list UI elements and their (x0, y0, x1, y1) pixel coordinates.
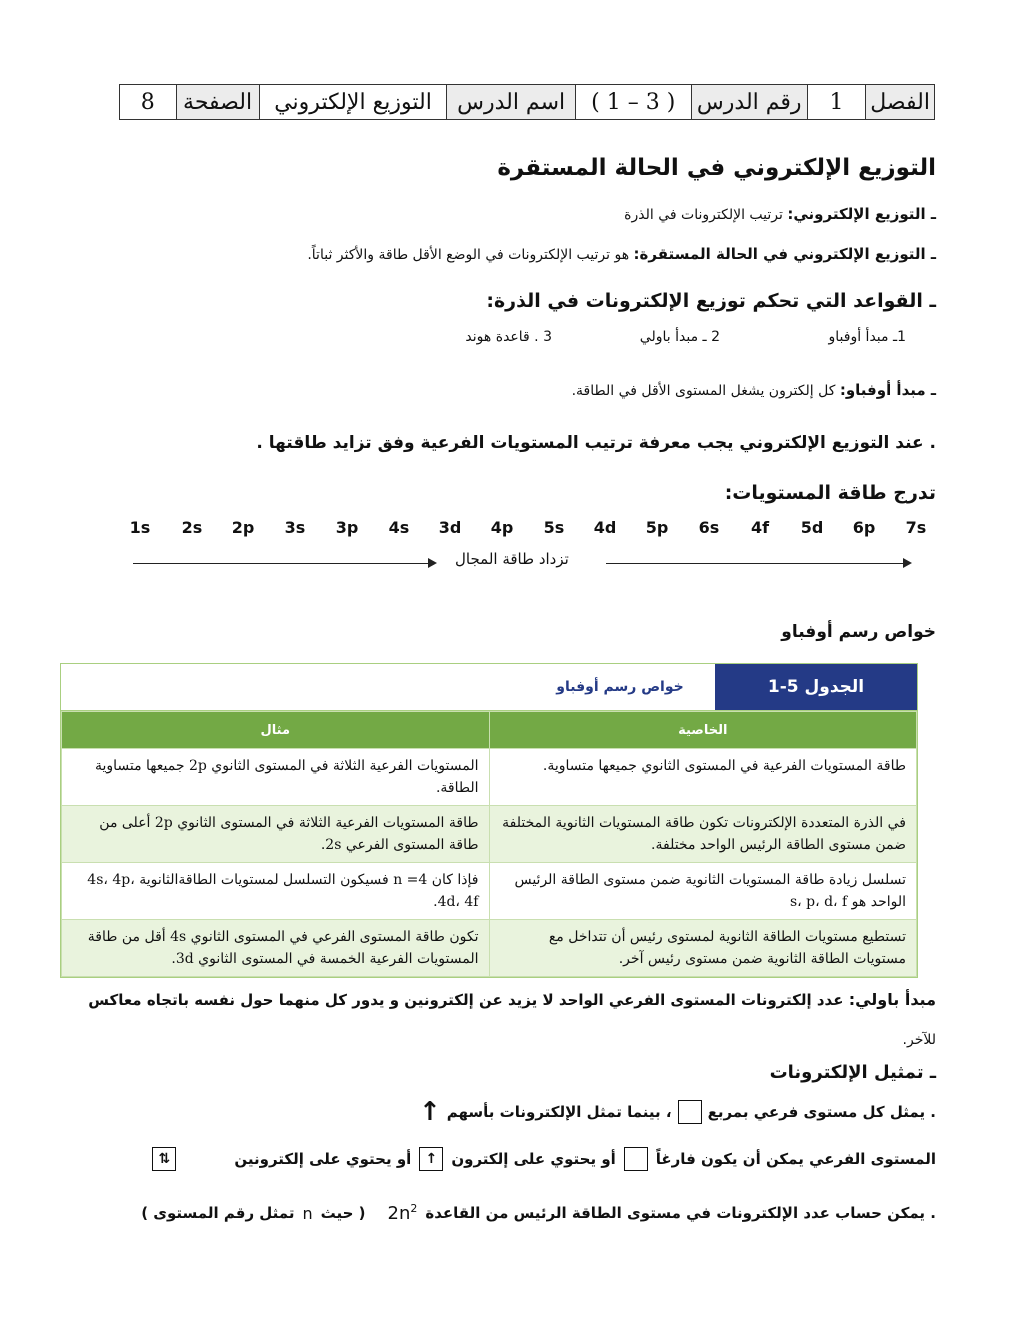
example-cell: تكون طاقة المستوى الفرعي في المستوى الثانوي 4s أقل من طاقة المستويات الفرعية الخمسة في المستوى الثانوي 3d. (62, 920, 490, 977)
lesson-number-value: ( 3 – 1 ) (575, 85, 691, 120)
repr-text: أو يحتوي على إلكترون (451, 1150, 616, 1168)
rule-hund: 3 . قاعدة هوند (465, 329, 552, 345)
aufbau-properties-heading: خواص رسم أوفباو (781, 622, 936, 642)
repr-text: أو يحتوي على إلكترونين (234, 1150, 412, 1168)
energy-level-item: 5p (645, 518, 669, 537)
energy-level-item: 5s (543, 518, 565, 537)
property-cell: طاقة المستويات الفرعية في المستوى الثانوي جميعها متساوية. (489, 749, 917, 806)
example-cell: المستويات الفرعية الثلاثة في المستوى الثانوي 2p جميعها متساوية الطاقة. (62, 749, 490, 806)
table-row (62, 806, 917, 863)
chapter-value: 1 (807, 85, 866, 120)
repr-text: المستوى الفرعي يمكن أن يكون فارغاً (655, 1150, 936, 1168)
table-row (62, 863, 917, 920)
repr-text: . يمثل كل مستوى فرعي بمربع (707, 1103, 936, 1121)
repr-text: . يمكن حساب عدد الإلكترونات في مستوى الطاقة الرئيس من القاعدة (425, 1204, 936, 1222)
energy-level-item: 3d (438, 518, 462, 537)
rules-heading: ـ القواعد التي تحكم توزيع الإلكترونات في الذرة: (486, 290, 936, 312)
energy-level-item: 3p (335, 518, 359, 537)
lesson-name-value: التوزيع الإلكتروني (259, 85, 447, 120)
aufbau-properties-table (60, 663, 918, 978)
definition-term: ـ مبدأ أوفباو: (839, 381, 936, 399)
single-electron-orbital-icon: ↑ (419, 1147, 443, 1171)
pauli-definition (88, 990, 936, 1009)
energy-level-item: 4p (490, 518, 514, 537)
repr-text: ، بينما تمثل الإلكترونات بأسهم (446, 1103, 672, 1121)
energy-level-item: 7s (905, 518, 927, 537)
representation-line-2 (152, 1147, 936, 1171)
energy-level-item: 6s (698, 518, 720, 537)
definition-electron-configuration (624, 205, 936, 223)
arrow-label: تزداد طاقة المجال (455, 550, 569, 568)
repr-text: تمثل رقم المستوى ) (141, 1204, 295, 1222)
energy-levels-sequence (124, 518, 927, 540)
energy-level-item: 2p (231, 518, 255, 537)
definition-term: مبدأ باولي: (848, 990, 936, 1009)
property-cell: في الذرة المتعددة الإلكترونات تكون طاقة المستويات الثانوية المختلفة ضمن مستوى الطاقة الرئيس الواحد مختلفة. (489, 806, 917, 863)
levels-heading: تدرج طاقة المستويات: (724, 482, 936, 504)
representation-line-3 (141, 1202, 936, 1224)
lesson-header-table (119, 84, 935, 120)
empty-orbital-icon (624, 1147, 648, 1171)
rule-pauli: 2 ـ مبدأ باولي (639, 329, 720, 345)
definition-text: ترتيب الإلكترونات في الذرة (624, 207, 788, 223)
example-cell: فإذا كان n =4 فسيكون التسلسل لمستويات الطاقةالثانوية 4s، 4p، 4d، 4f. (62, 863, 490, 920)
arrow-up-icon: ↑ (418, 1097, 441, 1127)
table-row (62, 920, 917, 977)
repr-text: ( حيث (320, 1204, 366, 1222)
energy-level-item: 4f (750, 518, 770, 537)
ordering-note: . عند التوزيع الإلكتروني يجب معرفة ترتيب المستويات الفرعية وفق تزايد طاقتها . (256, 433, 936, 453)
definition-text: كل إلكترون يشغل المستوى الأقل في الطاقة. (571, 383, 840, 399)
rule-aufbau: 1ـ مبدأ أوفباو (828, 329, 906, 345)
aufbau-definition (572, 381, 936, 399)
table-row (62, 749, 917, 806)
representation-line-1 (418, 1097, 936, 1127)
definition-text: عدد إلكترونات المستوى الفرعي الواحد لا يزيد عن إلكترونين و يدور كل منهما حول نفسه باتجاه معاكس (88, 991, 849, 1009)
column-header-property: الخاصية (489, 712, 917, 749)
variable-n: n (302, 1203, 313, 1223)
energy-level-item: 5d (800, 518, 824, 537)
energy-level-item: 6p (852, 518, 876, 537)
example-cell: طاقة المستويات الفرعية الثلاثة في المستوى الثانوي 2p أعلى من طاقة المستوى الفرعي 2s. (62, 806, 490, 863)
lesson-number-label: رقم الدرس (691, 85, 807, 120)
lesson-name-label: اسم الدرس (447, 85, 575, 120)
definition-ground-state (307, 245, 936, 263)
energy-level-item: 4s (388, 518, 410, 537)
table-tag: الجدول 5-1 (715, 664, 917, 710)
energy-level-item: 1s (129, 518, 151, 537)
definition-text: هو ترتيب الإلكترونات في الوضع الأقل طاقة والأكثر ثباتاً. (307, 247, 634, 263)
page-label: الصفحة (176, 85, 259, 120)
arrow-line-left (133, 563, 429, 564)
arrow-head-right (903, 558, 912, 568)
energy-level-item: 2s (181, 518, 203, 537)
arrow-head-left (428, 558, 437, 568)
paired-electrons-orbital-icon: ⇅ (152, 1147, 176, 1171)
orbital-box-icon (678, 1100, 702, 1124)
pauli-definition-cont: للآخر. (902, 1032, 936, 1048)
page-number: 8 (120, 85, 177, 120)
table-tag-subtitle: خواص رسم أوفباو (556, 679, 684, 695)
property-cell: تسلسل زيادة طاقة المستويات الثانوية ضمن مستوى الطاقة الرئيس الواحد هو s، p، d، f (489, 863, 917, 920)
energy-level-item: 3s (284, 518, 306, 537)
property-cell: تستطيع مستويات الطاقة الثانوية لمستوى رئيس أن تتداخل مع مستويات الطاقة الثانوية ضمن مستوى رئيس آخر. (489, 920, 917, 977)
chapter-label: الفصل (866, 85, 935, 120)
page-title: التوزيع الإلكتروني في الحالة المستقرة (497, 155, 936, 181)
arrow-line-right (606, 563, 904, 564)
energy-level-item: 4d (593, 518, 617, 537)
definition-term: ـ التوزيع الإلكتروني: (787, 205, 936, 223)
electron-representation-heading: ـ تمثيل الإلكترونات (769, 1062, 936, 1083)
definition-term: ـ التوزيع الإلكتروني في الحالة المستقرة: (633, 245, 936, 263)
column-header-example: مثال (62, 712, 490, 749)
formula: $2n^2$ (387, 1202, 418, 1224)
